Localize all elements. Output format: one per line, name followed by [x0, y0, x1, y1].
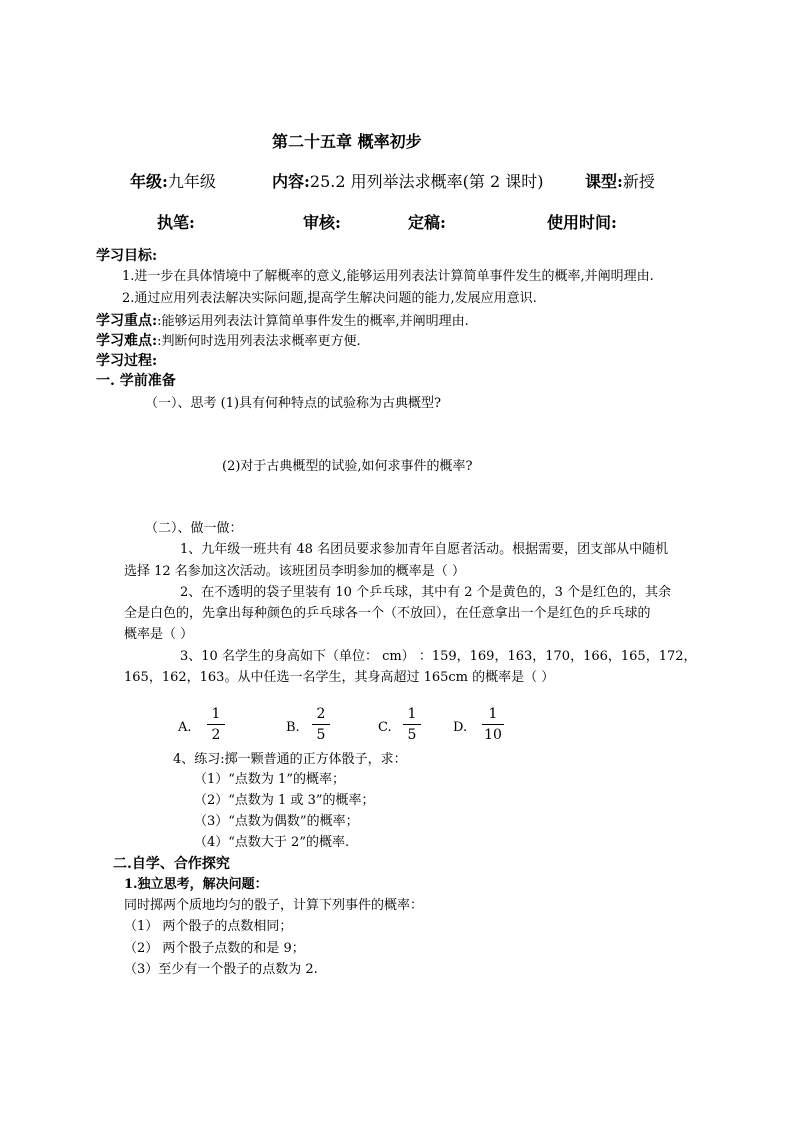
section2-item-1: （1） 两个骰子的点数相同； [124, 919, 293, 934]
problem3-line2: 165，162，163。从中任选一名学生，其身高超过 165cm 的概率是（ ） [124, 670, 555, 685]
lesson-type-info [585, 174, 655, 190]
chapter-title: 第二十五章 概率初步 [272, 132, 422, 151]
option-c-letter: C. [378, 720, 392, 735]
section2-item-3: （3）至少有一个骰子的点数为 2. [124, 962, 318, 977]
practice-heading: （二）、做一做： [145, 521, 243, 536]
option-d-fraction [482, 707, 504, 742]
author-label: 执笔: [157, 213, 195, 232]
lesson-type-label: 课型: [585, 172, 623, 191]
lesson-type-value: 新授 [622, 172, 655, 191]
problem4-heading: 4、练习:掷一颗普通的正方体骰子，求： [173, 752, 407, 767]
option-b-fraction [312, 707, 330, 742]
goals-heading: 学习目标: [96, 248, 158, 264]
option-a-letter: A. [178, 720, 192, 735]
option-d-letter: D. [453, 720, 468, 735]
option-d-numerator: 1 [482, 707, 504, 725]
option-c-fraction [403, 707, 421, 742]
process-heading: 学习过程: [96, 353, 158, 369]
content-value: 25.2 用列举法求概率(第 2 课时) [309, 172, 544, 191]
problem4-item-4: （4）“点数大于 2”的概率. [194, 835, 350, 850]
option-b-letter: B. [286, 720, 300, 735]
option-d-denominator: 10 [484, 727, 502, 743]
problem2-line2: 全是白色的，先拿出每种颜色的乒乓球各一个（不放回），在任意拿出一个是红色的乒乓球的 [124, 606, 651, 621]
grade-value: 九年级 [167, 172, 216, 191]
option-c-denominator: 5 [407, 727, 417, 743]
section2-intro: 同时掷两个质地均匀的骰子，计算下列事件的概率： [124, 898, 424, 913]
section2-subheading: 1.独立思考，解决问题： [124, 877, 268, 892]
think-question-1: （一）、思考 (1)具有何种特点的试验称为古典概型? [145, 396, 442, 411]
info-row [130, 174, 216, 190]
option-a-denominator: 2 [211, 727, 221, 743]
section2-heading: 二.自学、合作探究 [113, 856, 230, 872]
problem4-item-1: （1）“点数为 1”的概率； [194, 772, 345, 787]
option-b-denominator: 5 [316, 727, 326, 743]
content-label: 内容: [272, 172, 310, 191]
goal-item-2: 2.通过应用列表法解决实际问题,提高学生解决问题的能力,发展应用意识. [122, 291, 537, 306]
section2-item-2: （2） 两个骰子点数的和是 9； [124, 941, 305, 956]
option-b-numerator: 2 [312, 707, 330, 725]
grade-label: 年级: [130, 172, 168, 191]
content-info [272, 174, 543, 190]
option-a-fraction [207, 707, 225, 742]
think-question-2: (2)对于古典概型的试验,如何求事件的概率? [222, 459, 473, 474]
problem1-line2: 选择 12 名参加这次活动。该班团员李明参加的概率是（ ） [124, 564, 465, 579]
problem2-line1: 2、在不透明的袋子里装有 10 个乒乓球，其中有 2 个是黄色的，3 个是红色的，其余 [180, 585, 672, 600]
difficulty [96, 334, 361, 348]
problem1-line1: 1、九年级一班共有 48 名团员要求参加青年自愿者活动。根据需要，团支部从中随机 [180, 542, 669, 557]
problem3-line1: 3、10 名学生的身高如下（单位： cm） ：159，169，163，170，166，165，172， [180, 649, 697, 664]
key-point-text: :能够运用列表法计算简单事件发生的概率,并阐明理由. [157, 314, 469, 329]
goal-item-1: 1.进一步在具体情境中了解概率的意义,能够运用列表法计算简单事件发生的概率,并阐明理由. [122, 269, 654, 284]
section1-heading: 一. 学前准备 [96, 373, 176, 389]
review-label: 审核: [303, 213, 341, 232]
key-point-label: 学习重点: [96, 313, 158, 329]
use-time-label: 使用时间: [547, 213, 617, 232]
problem4-item-3: （3）“点数为偶数”的概率； [194, 814, 359, 829]
key-point [96, 314, 469, 328]
option-a-numerator: 1 [207, 707, 225, 725]
difficulty-label: 学习难点: [96, 333, 158, 349]
finalize-label: 定稿: [408, 213, 446, 232]
difficulty-text: :判断何时选用列表法求概率更方便. [157, 334, 361, 349]
option-c-numerator: 1 [403, 707, 421, 725]
problem2-line3: 概率是（ ） [124, 627, 194, 642]
problem4-item-2: （2）“点数为 1 或 3”的概率； [194, 793, 375, 808]
